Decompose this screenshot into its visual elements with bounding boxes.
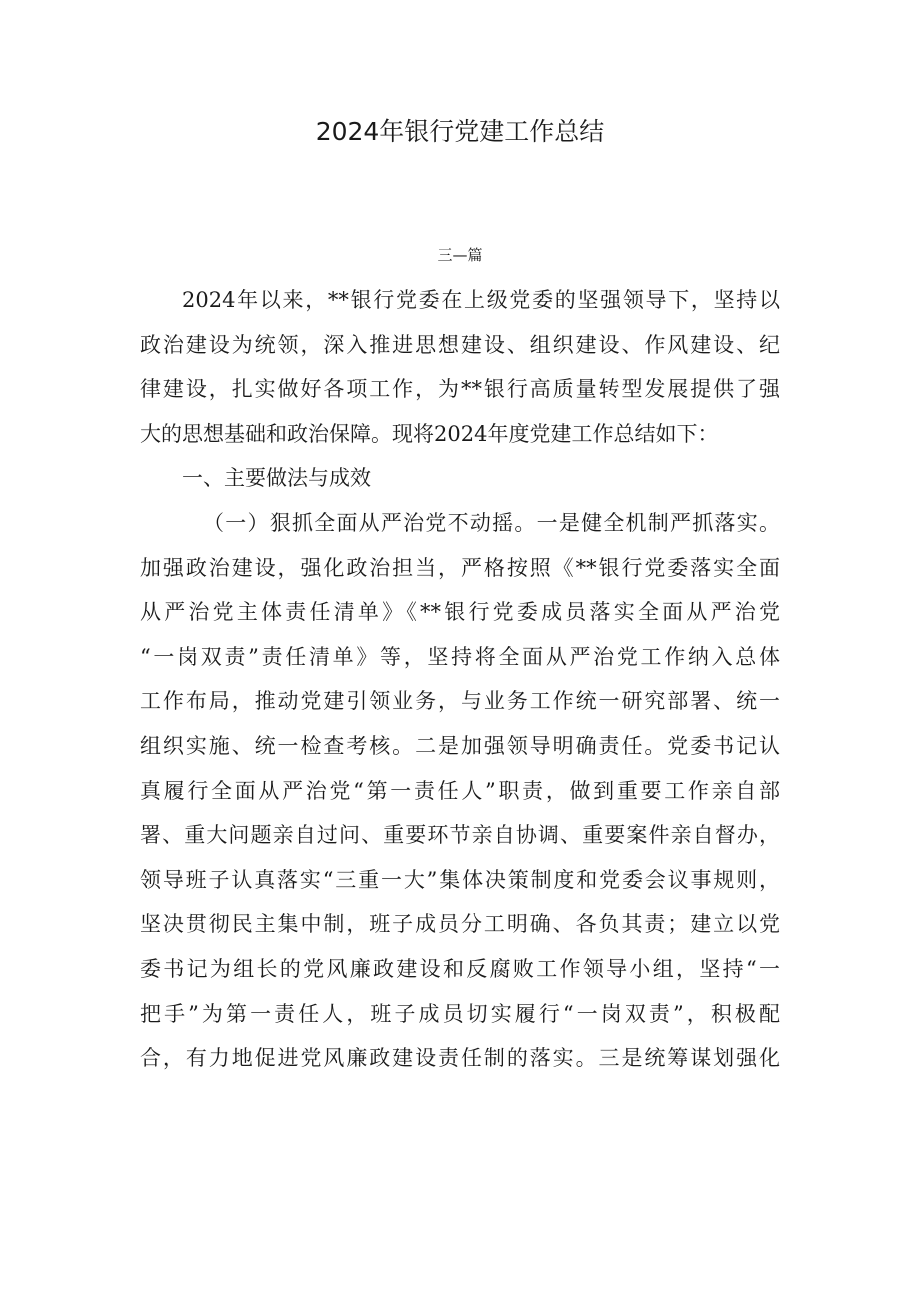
body-line: 领导班子认真落实“三重一大”集体决策制度和党委会议事规则， xyxy=(140,867,780,892)
body-line: 委书记为组长的党风廉政建设和反腐败工作领导小组，坚持“一 xyxy=(140,956,780,981)
body-line: 把手”为第一责任人，班子成员切实履行“一岗双责”，积极配 xyxy=(140,1001,780,1026)
body-line: 工作布局，推动党建引领业务，与业务工作统一研究部署、统一 xyxy=(140,689,780,714)
body-line: 加强政治建设，强化政治担当，严格按照《**银行党委落实全面 xyxy=(140,555,780,580)
body-line: 律建设，扎实做好各项工作，为**银行高质量转型发展提供了强 xyxy=(140,377,780,402)
body-line: 组织实施、统一检查考核。二是加强领导明确责任。党委书记认 xyxy=(140,733,780,758)
section-heading: 一、主要做法与成效 xyxy=(182,466,371,491)
body-line: 署、重大问题亲自过问、重要环节亲自协调、重要案件亲自督办， xyxy=(140,823,780,848)
body-line: 政治建设为统领，深入推进思想建设、组织建设、作风建设、纪 xyxy=(140,332,780,357)
document-body xyxy=(140,278,780,1081)
body-line: 从严治党主体责任清单》《**银行党委成员落实全面从严治党 xyxy=(140,600,780,625)
body-line: 真履行全面从严治党“第一责任人”职责，做到重要工作亲自部 xyxy=(140,778,780,803)
document-title: 2024年银行党建工作总结 xyxy=(315,117,605,146)
body-line: “一岗双责”责任清单》等，坚持将全面从严治党工作纳入总体 xyxy=(140,644,780,669)
body-line: 坚决贯彻民主集中制，班子成员分工明确、各负其责；建立以党 xyxy=(140,912,780,937)
document-subtitle: 三—篇 xyxy=(437,246,483,264)
body-line: 2024年以来，**银行党委在上级党委的坚强领导下，坚持以 xyxy=(182,288,780,312)
body-line: 合，有力地促进党风廉政建设责任制的落实。三是统筹谋划强化 xyxy=(140,1046,780,1071)
body-line: （一）狠抓全面从严治党不动摇。一是健全机制严抓落实。 xyxy=(203,510,780,535)
body-line: 大的思想基础和政治保障。现将2024年度党建工作总结如下： xyxy=(140,421,719,446)
